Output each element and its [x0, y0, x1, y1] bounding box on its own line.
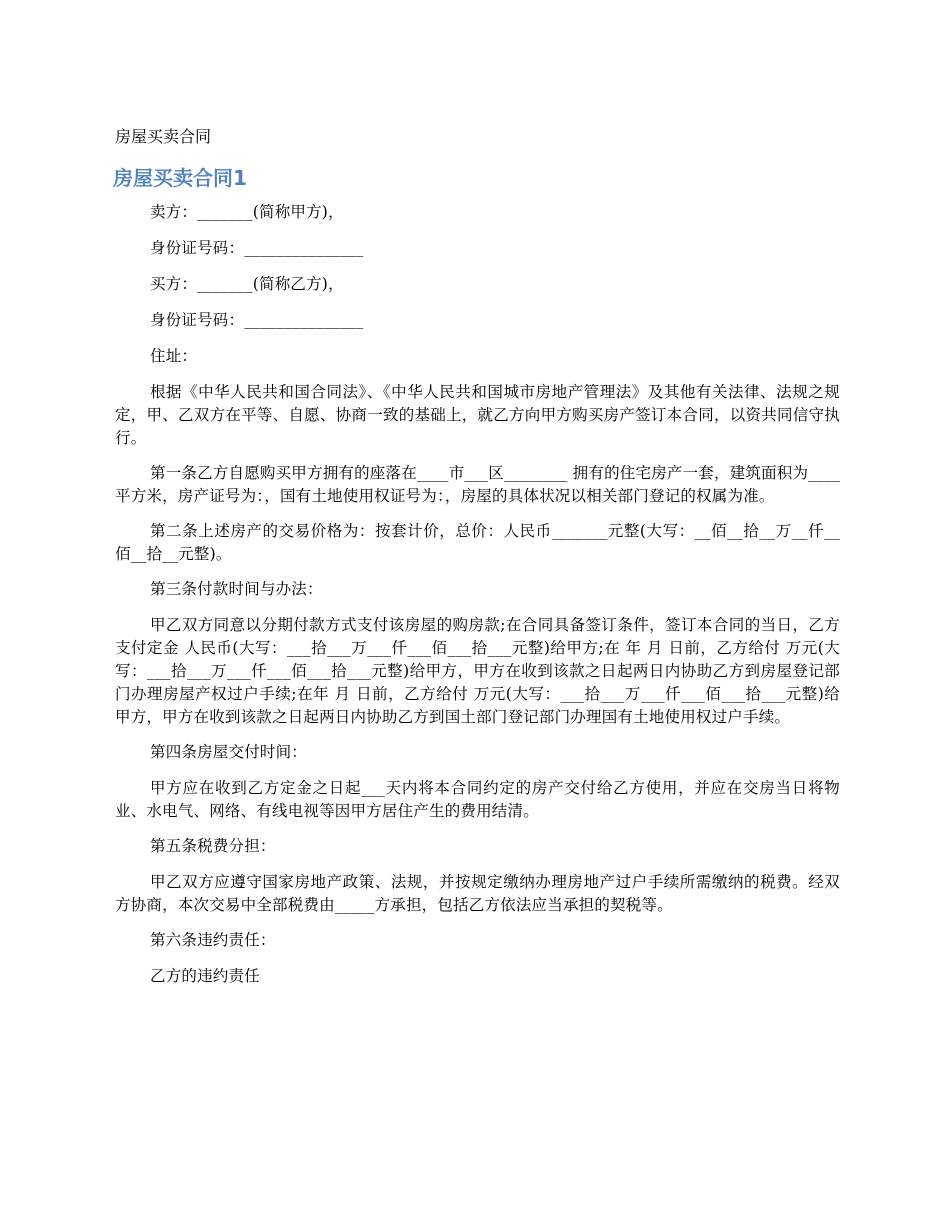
- buyer-line: 买方：_______(简称乙方)，: [150, 275, 344, 293]
- seller-id-line: 身份证号码：_______________: [150, 239, 364, 257]
- article-2-paragraph: 第二条上述房产的交易价格为：按套计价，总价：人民币_______元整(大写：__佰__拾__万__仟__佰__拾__元整)。: [115, 522, 840, 563]
- article-3-paragraph: 甲乙双方同意以分期付款方式支付该房屋的购房款;在合同具备签订条件，签订本合同的当日，乙方支付定金 人民币(大写：___拾___万___仟___佰___拾___元整)给甲方;在 年 月 日前，乙方给付 万元(大写：___拾___万___仟___佰___拾___元整)给甲方，甲方在收到该款之日起两日内协助乙方到房屋登记部门办理房屋产权过户手续;在年 月 日前，乙方给付 万元(大写：___拾___万___仟___佰___拾___元整)给甲方，甲方在收到该款之日起两日内协助乙方到国土部门登记部门办理国有土地使用权过户手续。: [115, 616, 840, 726]
- article-5-paragraph: 甲乙双方应遵守国家房地产政策、法规，并按规定缴纳办理房地产过户手续所需缴纳的税费。经双方协商，本次交易中全部税费由_____方承担，包括乙方依法应当承担的契税等。: [115, 873, 840, 914]
- document-body: [115, 201, 840, 1001]
- buyer-liability-heading: 乙方的违约责任: [150, 967, 260, 985]
- document-heading: 房屋买卖合同1: [113, 166, 247, 190]
- article-5-heading: 第五条税费分担：: [150, 837, 276, 855]
- article-4-paragraph: 甲方应在收到乙方定金之日起___天内将本合同约定的房产交付给乙方使用，并应在交房当日将物业、水电气、网络、有线电视等因甲方居住产生的费用结清。: [115, 779, 840, 820]
- document-title: 房屋买卖合同: [115, 127, 212, 146]
- buyer-id-line: 身份证号码：_______________: [150, 311, 364, 329]
- seller-line: 卖方：_______(简称甲方)，: [150, 203, 344, 221]
- article-6-heading: 第六条违约责任：: [150, 931, 276, 949]
- article-4-heading: 第四条房屋交付时间：: [150, 743, 308, 761]
- address-line: 住址：: [150, 347, 198, 365]
- preamble-paragraph: 根据《中华人民共和国合同法》、《中华人民共和国城市房地产管理法》及其他有关法律、法规之规定，甲、乙双方在平等、自愿、协商一致的基础上，就乙方向甲方购买房产签订本合同，以资共同信守执行。: [115, 383, 840, 447]
- article-3-heading: 第三条付款时间与办法：: [150, 580, 323, 598]
- article-1-paragraph: 第一条乙方自愿购买甲方拥有的座落在____市___区________ 拥有的住宅房产一套，建筑面积为____平方米，房产证号为：，国有土地使用权证号为：，房屋的具体状况以相关部门登记的权属为准。: [115, 464, 840, 505]
